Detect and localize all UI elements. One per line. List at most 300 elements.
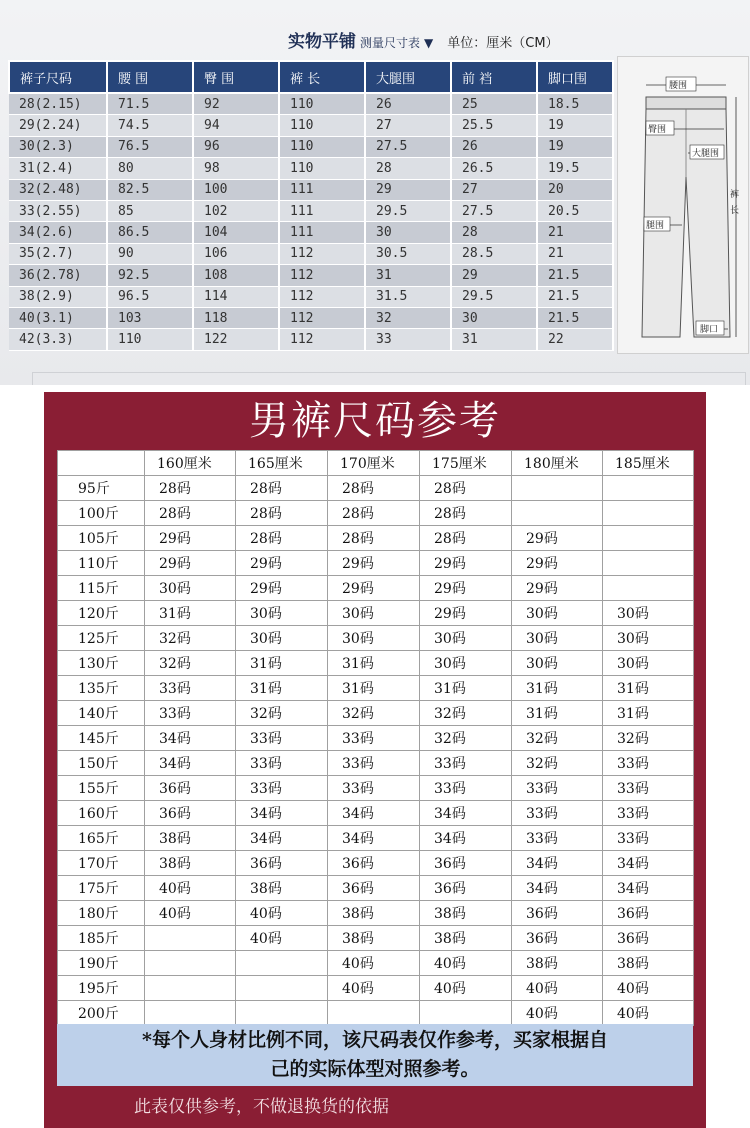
size-cell: 31码 (512, 676, 603, 701)
size-cell: 30码 (603, 601, 694, 626)
size-chart-panel (44, 392, 706, 1128)
size-cell (512, 501, 603, 526)
size-cell: 33码 (420, 776, 512, 801)
size-cell: 30码 (420, 651, 512, 676)
diagram-length-char-2: 长 (730, 206, 740, 216)
measure-cell: 18.5 (537, 93, 613, 115)
measure-cell: 110 (279, 93, 365, 115)
measure-cell: 21 (537, 243, 613, 264)
measure-cell: 114 (193, 286, 279, 307)
measure-cell: 28 (365, 158, 451, 179)
weight-cell: 170斤 (58, 851, 145, 876)
size-cell: 28码 (420, 501, 512, 526)
weight-cell: 155斤 (58, 776, 145, 801)
height-header-cell: 165厘米 (236, 451, 328, 476)
measure-cell: 36(2.78) (9, 265, 107, 286)
size-cell: 32码 (145, 651, 236, 676)
measure-cell: 111 (279, 200, 365, 221)
size-cell: 31码 (328, 651, 420, 676)
size-cell: 33码 (603, 826, 694, 851)
measure-cell: 28 (451, 222, 537, 243)
table-row (9, 329, 613, 350)
measure-cell: 20.5 (537, 200, 613, 221)
table-row (58, 626, 694, 651)
height-header-cell: 170厘米 (328, 451, 420, 476)
size-cell: 32码 (420, 701, 512, 726)
measure-cell: 112 (279, 265, 365, 286)
corner-cell (58, 451, 145, 476)
size-cell (512, 476, 603, 501)
size-cell: 32码 (328, 701, 420, 726)
size-cell: 34码 (328, 801, 420, 826)
measure-cell: 110 (279, 158, 365, 179)
size-note-line-1: *每个人身材比例不同，该尺码表仅作参考，买家根据自 (142, 1029, 608, 1051)
disclaimer-text: 此表仅供参考，不做退换货的依据 (134, 1097, 389, 1117)
size-cell: 38码 (420, 901, 512, 926)
size-cell: 30码 (603, 651, 694, 676)
measure-cell: 19.5 (537, 158, 613, 179)
size-cell (603, 551, 694, 576)
size-cell (420, 1001, 512, 1026)
size-cell: 33码 (145, 676, 236, 701)
measurement-table-body (9, 93, 613, 350)
table-row (9, 93, 613, 115)
size-cell: 31码 (236, 676, 328, 701)
size-cell: 28码 (328, 476, 420, 501)
weight-cell: 175斤 (58, 876, 145, 901)
table-row (9, 115, 613, 136)
measure-cell: 108 (193, 265, 279, 286)
size-cell: 28码 (145, 476, 236, 501)
measure-cell: 76.5 (107, 136, 193, 157)
table-row (58, 801, 694, 826)
measure-cell: 111 (279, 222, 365, 243)
size-cell (603, 476, 694, 501)
size-cell: 40码 (328, 976, 420, 1001)
measure-cell: 34(2.6) (9, 222, 107, 243)
measure-header-cell: 臀 围 (193, 61, 279, 93)
table-row (9, 200, 613, 221)
measure-cell: 118 (193, 307, 279, 328)
table-row (9, 222, 613, 243)
size-cell: 33码 (145, 701, 236, 726)
measure-cell: 31(2.4) (9, 158, 107, 179)
size-cell (236, 1001, 328, 1026)
measure-cell: 112 (279, 307, 365, 328)
pants-outline-icon (618, 57, 748, 353)
measure-cell: 106 (193, 243, 279, 264)
measure-cell: 21.5 (537, 265, 613, 286)
size-cell: 33码 (236, 726, 328, 751)
size-cell: 29码 (236, 551, 328, 576)
diagram-knee-label: 腿围 (646, 221, 665, 231)
size-cell: 30码 (512, 601, 603, 626)
size-cell: 31码 (236, 651, 328, 676)
size-cell: 36码 (328, 851, 420, 876)
measure-cell: 92.5 (107, 265, 193, 286)
measure-cell: 27.5 (451, 200, 537, 221)
measure-cell: 82.5 (107, 179, 193, 200)
measure-cell: 19 (537, 136, 613, 157)
size-cell: 40码 (145, 876, 236, 901)
size-cell: 36码 (420, 851, 512, 876)
size-cell: 28码 (328, 501, 420, 526)
table-row (58, 926, 694, 951)
size-cell (236, 951, 328, 976)
measure-cell: 33 (365, 329, 451, 350)
table-row (9, 286, 613, 307)
diagram-length-char-1: 裤 (730, 190, 740, 200)
weight-cell: 95斤 (58, 476, 145, 501)
size-cell (603, 526, 694, 551)
size-cell: 32码 (512, 726, 603, 751)
table-row (58, 751, 694, 776)
measure-cell: 102 (193, 200, 279, 221)
size-cell: 31码 (603, 701, 694, 726)
measure-cell: 104 (193, 222, 279, 243)
size-cell: 38码 (236, 876, 328, 901)
measure-cell: 42(3.3) (9, 329, 107, 350)
weight-cell: 160斤 (58, 801, 145, 826)
size-cell: 33码 (512, 826, 603, 851)
measure-cell: 100 (193, 179, 279, 200)
size-chart-table (57, 450, 694, 1026)
table-row (9, 136, 613, 157)
size-cell: 38码 (512, 951, 603, 976)
size-cell: 40码 (512, 976, 603, 1001)
weight-cell: 165斤 (58, 826, 145, 851)
size-cell: 29码 (420, 576, 512, 601)
size-cell: 33码 (420, 751, 512, 776)
size-cell: 36码 (603, 901, 694, 926)
table-row (9, 179, 613, 200)
measure-cell: 38(2.9) (9, 286, 107, 307)
weight-cell: 200斤 (58, 1001, 145, 1026)
measure-cell: 26.5 (451, 158, 537, 179)
size-cell: 34码 (512, 876, 603, 901)
weight-cell: 115斤 (58, 576, 145, 601)
size-cell: 40码 (420, 951, 512, 976)
size-cell: 36码 (603, 926, 694, 951)
size-cell: 34码 (420, 826, 512, 851)
measurement-section (0, 0, 750, 385)
size-cell: 40码 (145, 901, 236, 926)
size-cell: 30码 (328, 626, 420, 651)
measure-cell: 110 (279, 136, 365, 157)
measure-cell: 28(2.15) (9, 93, 107, 115)
table-row (58, 551, 694, 576)
table-row (9, 243, 613, 264)
size-cell: 38码 (420, 926, 512, 951)
table-row (58, 1001, 694, 1026)
measure-cell: 22 (537, 329, 613, 350)
table-row (58, 501, 694, 526)
size-cell: 36码 (145, 801, 236, 826)
size-cell: 28码 (236, 526, 328, 551)
measure-cell: 92 (193, 93, 279, 115)
size-cell: 31码 (145, 601, 236, 626)
weight-cell: 190斤 (58, 951, 145, 976)
measure-cell: 94 (193, 115, 279, 136)
size-cell (603, 576, 694, 601)
measure-cell: 111 (279, 179, 365, 200)
measure-cell: 32 (365, 307, 451, 328)
size-cell: 32码 (236, 701, 328, 726)
size-cell: 30码 (512, 651, 603, 676)
size-cell (145, 976, 236, 1001)
measure-header-cell: 裤子尺码 (9, 61, 107, 93)
measure-cell: 31 (451, 329, 537, 350)
measure-cell: 85 (107, 200, 193, 221)
measure-cell: 110 (107, 329, 193, 350)
measure-cell: 30.5 (365, 243, 451, 264)
size-cell: 30码 (145, 576, 236, 601)
height-header-cell: 185厘米 (603, 451, 694, 476)
size-cell: 32码 (603, 726, 694, 751)
size-cell: 28码 (236, 501, 328, 526)
measure-header-cell: 大腿围 (365, 61, 451, 93)
weight-cell: 130斤 (58, 651, 145, 676)
size-cell: 29码 (512, 576, 603, 601)
table-row (58, 651, 694, 676)
size-cell: 33码 (512, 776, 603, 801)
table-row (58, 876, 694, 901)
size-cell: 40码 (236, 901, 328, 926)
size-cell (145, 951, 236, 976)
measure-cell: 27.5 (365, 136, 451, 157)
measure-cell: 31 (365, 265, 451, 286)
size-cell: 30码 (420, 626, 512, 651)
table-row (58, 901, 694, 926)
size-cell: 30码 (328, 601, 420, 626)
measure-cell: 86.5 (107, 222, 193, 243)
size-cell: 30码 (236, 601, 328, 626)
size-cell: 36码 (512, 901, 603, 926)
measure-cell: 29 (365, 179, 451, 200)
weight-cell: 105斤 (58, 526, 145, 551)
size-cell: 29码 (512, 551, 603, 576)
measure-header-cell: 脚口围 (537, 61, 613, 93)
measure-cell: 98 (193, 158, 279, 179)
size-cell (145, 926, 236, 951)
size-cell: 36码 (145, 776, 236, 801)
measure-cell: 29(2.24) (9, 115, 107, 136)
size-cell: 34码 (512, 851, 603, 876)
measure-cell: 26 (451, 136, 537, 157)
measure-cell: 40(3.1) (9, 307, 107, 328)
measure-cell: 26 (365, 93, 451, 115)
table-row (58, 701, 694, 726)
measure-header-cell: 前 裆 (451, 61, 537, 93)
size-cell: 31码 (603, 676, 694, 701)
size-cell: 34码 (420, 801, 512, 826)
weight-cell: 150斤 (58, 751, 145, 776)
size-cell: 34码 (145, 726, 236, 751)
size-cell: 33码 (603, 776, 694, 801)
measure-cell: 20 (537, 179, 613, 200)
size-cell: 29码 (512, 526, 603, 551)
table-row (9, 265, 613, 286)
height-header-cell: 175厘米 (420, 451, 512, 476)
measure-cell: 71.5 (107, 93, 193, 115)
size-cell: 34码 (603, 876, 694, 901)
measure-cell: 21 (537, 222, 613, 243)
weight-cell: 145斤 (58, 726, 145, 751)
size-cell: 32码 (420, 726, 512, 751)
size-cell: 29码 (420, 551, 512, 576)
size-cell: 28码 (420, 526, 512, 551)
weight-cell: 125斤 (58, 626, 145, 651)
measure-cell: 96.5 (107, 286, 193, 307)
measure-cell: 122 (193, 329, 279, 350)
measure-cell: 103 (107, 307, 193, 328)
size-cell: 33码 (236, 776, 328, 801)
size-cell: 28码 (236, 476, 328, 501)
weight-cell: 120斤 (58, 601, 145, 626)
size-cell: 33码 (328, 776, 420, 801)
table-row (58, 726, 694, 751)
header-title: 实物平铺 (288, 32, 356, 52)
size-cell: 33码 (328, 726, 420, 751)
measure-cell: 29.5 (451, 286, 537, 307)
measure-cell: 35(2.7) (9, 243, 107, 264)
size-cell: 28码 (145, 501, 236, 526)
size-cell: 29码 (328, 551, 420, 576)
size-cell: 36码 (236, 851, 328, 876)
measurement-header (288, 28, 559, 56)
size-cell: 40码 (236, 926, 328, 951)
size-cell: 29码 (145, 551, 236, 576)
measure-cell: 32(2.48) (9, 179, 107, 200)
measure-cell: 30 (451, 307, 537, 328)
measure-cell: 112 (279, 286, 365, 307)
measure-cell: 29 (451, 265, 537, 286)
size-cell: 30码 (603, 626, 694, 651)
diagram-thigh-label: 大腿围 (692, 149, 720, 159)
weight-cell: 140斤 (58, 701, 145, 726)
diagram-waist-label: 腰围 (669, 81, 688, 91)
size-cell: 33码 (328, 751, 420, 776)
size-cell: 33码 (512, 801, 603, 826)
size-cell: 33码 (603, 801, 694, 826)
size-cell: 38码 (328, 901, 420, 926)
size-cell: 32码 (512, 751, 603, 776)
table-row (58, 976, 694, 1001)
table-row (58, 676, 694, 701)
size-cell: 36码 (512, 926, 603, 951)
table-row (58, 851, 694, 876)
size-cell: 38码 (145, 826, 236, 851)
size-cell: 36码 (328, 876, 420, 901)
measure-cell: 19 (537, 115, 613, 136)
size-cell (236, 976, 328, 1001)
size-cell (328, 1001, 420, 1026)
size-cell: 29码 (420, 601, 512, 626)
size-cell: 40码 (603, 1001, 694, 1026)
size-cell: 34码 (328, 826, 420, 851)
size-cell: 28码 (328, 526, 420, 551)
measurement-table-header (9, 61, 613, 93)
size-cell: 36码 (420, 876, 512, 901)
measure-cell: 27 (365, 115, 451, 136)
measure-cell: 30(2.3) (9, 136, 107, 157)
measure-cell: 30 (365, 222, 451, 243)
pants-diagram (617, 56, 749, 354)
table-row (9, 307, 613, 328)
measure-cell: 25 (451, 93, 537, 115)
size-cell: 33码 (603, 751, 694, 776)
header-subtitle: 测量尺寸表 (360, 36, 421, 50)
table-row (58, 476, 694, 501)
size-note (57, 1024, 693, 1086)
size-cell: 34码 (145, 751, 236, 776)
height-header-cell: 180厘米 (512, 451, 603, 476)
size-cell: 40码 (603, 976, 694, 1001)
weight-cell: 195斤 (58, 976, 145, 1001)
size-cell (603, 501, 694, 526)
measurement-table (8, 60, 614, 351)
size-cell: 29码 (145, 526, 236, 551)
section-divider (32, 372, 746, 385)
size-cell: 31码 (512, 701, 603, 726)
size-cell: 28码 (420, 476, 512, 501)
table-row (58, 526, 694, 551)
table-row (58, 576, 694, 601)
table-row (58, 951, 694, 976)
size-cell: 32码 (145, 626, 236, 651)
measure-cell: 110 (279, 115, 365, 136)
size-cell (145, 1001, 236, 1026)
measure-cell: 21.5 (537, 307, 613, 328)
measure-cell: 96 (193, 136, 279, 157)
size-cell: 38码 (145, 851, 236, 876)
size-cell: 40码 (512, 1001, 603, 1026)
size-cell: 34码 (236, 826, 328, 851)
measure-cell: 112 (279, 329, 365, 350)
size-cell: 30码 (236, 626, 328, 651)
weight-cell: 100斤 (58, 501, 145, 526)
measure-cell: 25.5 (451, 115, 537, 136)
measure-cell: 31.5 (365, 286, 451, 307)
size-cell: 40码 (420, 976, 512, 1001)
table-row (58, 601, 694, 626)
measure-cell: 33(2.55) (9, 200, 107, 221)
measure-cell: 74.5 (107, 115, 193, 136)
size-cell: 29码 (236, 576, 328, 601)
table-row (58, 776, 694, 801)
size-cell: 33码 (236, 751, 328, 776)
size-cell: 34码 (236, 801, 328, 826)
measure-cell: 80 (107, 158, 193, 179)
size-cell: 29码 (328, 576, 420, 601)
diagram-hip-label: 臀围 (648, 125, 667, 135)
size-chart-body (58, 476, 694, 1026)
diagram-hem-label: 脚口 (700, 325, 719, 335)
measure-cell: 21.5 (537, 286, 613, 307)
size-cell: 30码 (512, 626, 603, 651)
size-cell: 38码 (603, 951, 694, 976)
measure-cell: 28.5 (451, 243, 537, 264)
triangle-down-icon: ▼ (424, 36, 434, 50)
weight-cell: 185斤 (58, 926, 145, 951)
size-cell: 38码 (328, 926, 420, 951)
measure-cell: 112 (279, 243, 365, 264)
unit-label: 单位：厘米（CM） (447, 36, 559, 51)
measure-cell: 27 (451, 179, 537, 200)
measure-cell: 29.5 (365, 200, 451, 221)
size-cell: 34码 (603, 851, 694, 876)
table-row (9, 158, 613, 179)
